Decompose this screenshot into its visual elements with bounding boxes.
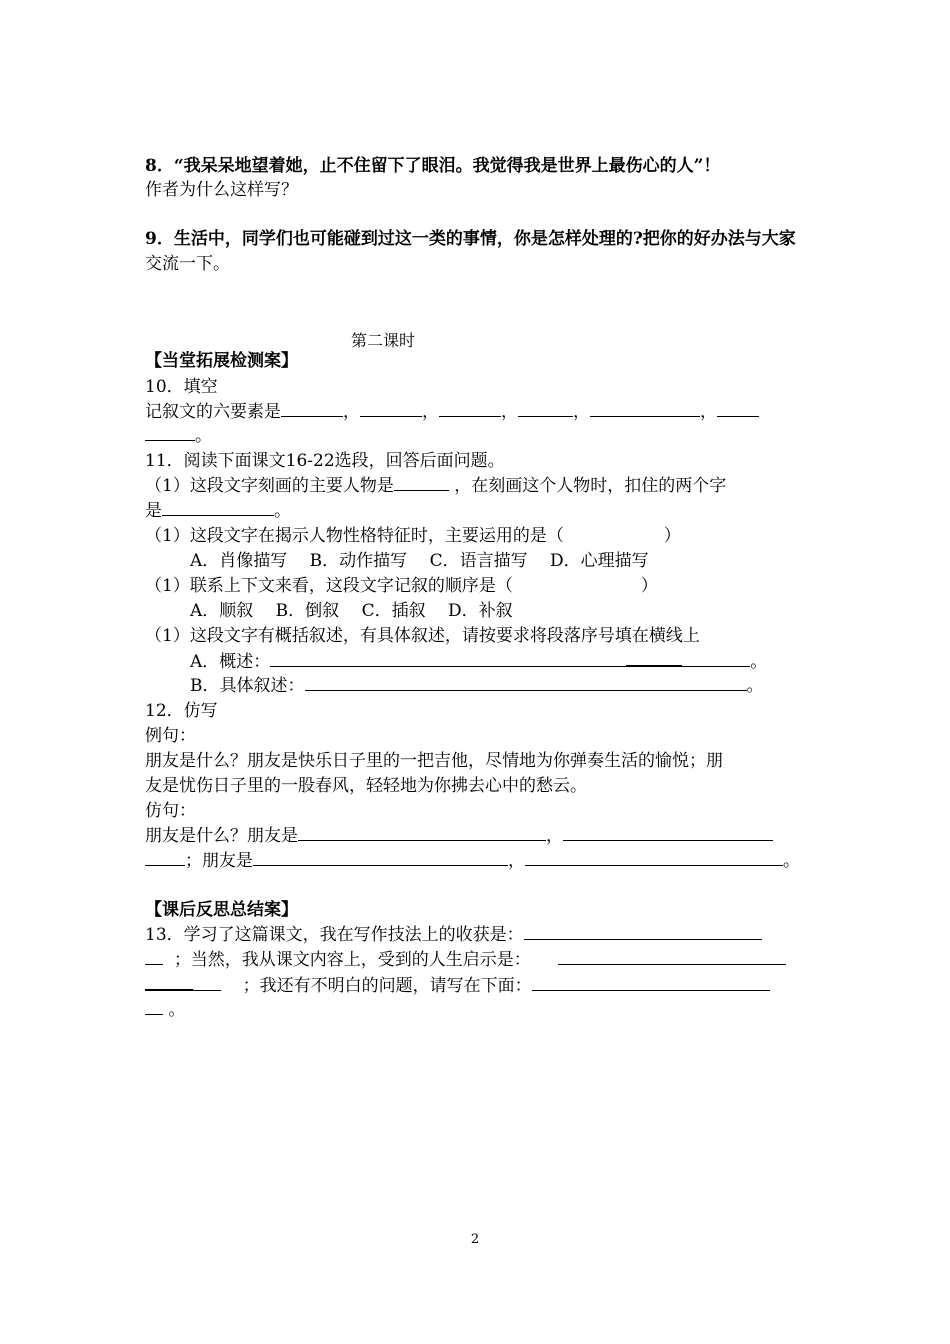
q12-blank-1[interactable]	[298, 824, 546, 841]
q11-s4-b-label: B．具体叙述：	[190, 676, 305, 696]
q13-line2	[145, 948, 786, 972]
q13-text-3: ；我还有不明白的问题，请写在下面：	[242, 976, 532, 996]
q10-blank-3[interactable]	[439, 400, 501, 417]
comma: ，	[422, 402, 439, 422]
q10-blank-6-cont[interactable]	[145, 424, 195, 441]
q11-s4-b-line	[190, 674, 764, 698]
period: 。	[274, 501, 291, 521]
q13-line4	[145, 998, 185, 1022]
q13-blank-1[interactable]	[524, 923, 762, 940]
q11-s4-a-label: A．概述：	[190, 652, 271, 672]
q12-blank-2-cont[interactable]	[145, 849, 185, 866]
q11-title: 11．阅读下面课文16-22选段，回答后面问题。	[145, 451, 505, 471]
section-heading-classroom-test: 【当堂拓展检测案】	[145, 351, 298, 371]
q12-title: 12．仿写	[145, 701, 218, 721]
lesson-title: 第二课时	[351, 331, 416, 350]
q13-blank-3-cont[interactable]	[145, 998, 163, 1015]
q12-mid-text: ；朋友是	[185, 851, 253, 871]
q11-s1-line1	[145, 474, 726, 498]
section-heading-reflection: 【课后反思总结案】	[145, 900, 298, 920]
q10-fill-line	[145, 400, 759, 424]
comma: ，	[700, 402, 717, 422]
q11-s1-blank-person[interactable]	[394, 474, 449, 491]
q11-s4-a-blank-2[interactable]	[626, 649, 682, 667]
q10-blank-6[interactable]	[717, 400, 759, 417]
q11-s3-options: A．顺叙 B．倒叙 C．插叙 D．补叙	[190, 601, 513, 621]
q10-blank-2[interactable]	[360, 400, 422, 417]
q11-s4-line: （1）这段文字有概括叙述，有具体叙述，请按要求将段落序号填在横线上	[145, 626, 700, 646]
q10-blank-4[interactable]	[518, 400, 573, 417]
comma: ，	[501, 402, 518, 422]
q13-blank-3[interactable]	[532, 974, 770, 991]
close-paren: ）	[640, 576, 658, 596]
q12-imitate-label: 仿句：	[145, 801, 196, 821]
period: 。	[168, 1000, 186, 1020]
page-number: 2	[470, 1232, 480, 1247]
q9-line2: 交流一下。	[145, 254, 230, 274]
q13-text-1: 13．学习了这篇课文，我在写作技法上的收获是：	[145, 925, 524, 945]
period: 。	[195, 426, 212, 446]
comma: ，	[508, 851, 525, 871]
q9-line1: 9．生活中，同学们也可能碰到过这一类的事情，你是怎样处理的?把你的好办法与大家	[145, 229, 796, 249]
q11-s2-text: （1）这段文字在揭示人物性格特征时，主要运用的是（	[145, 526, 564, 546]
comma: ，	[546, 826, 563, 846]
q11-s3-text: （1）联系上下文来看，这段文字记叙的顺序是（	[145, 576, 513, 596]
q12-blank-4[interactable]	[525, 849, 783, 866]
q12-example-line2: 友是忧伤日子里的一股春风，轻轻地为你拂去心中的愁云。	[145, 776, 587, 796]
q11-s4-a-blank-1[interactable]	[270, 650, 626, 667]
q11-s4-a-blank-3[interactable]	[682, 650, 750, 667]
q12-example-label: 例句：	[145, 726, 196, 746]
q13-blank-1-cont[interactable]	[145, 948, 163, 965]
period: 。	[750, 652, 768, 672]
q10-blank-1[interactable]	[281, 400, 343, 417]
q8-line1: 8．“我呆呆地望着她，止不住留下了眼泪。我觉得我是世界上最伤心的人”！	[145, 156, 721, 176]
period: 。	[746, 676, 764, 696]
q13-line3	[145, 973, 770, 998]
q13-blank-2-cont-b[interactable]	[193, 974, 221, 991]
q10-title: 10．填空	[145, 377, 218, 397]
q13-line1	[145, 923, 762, 947]
q13-blank-2[interactable]	[558, 948, 786, 965]
period: 。	[783, 851, 800, 871]
q11-s3-line	[145, 574, 658, 598]
q11-s1-text-a: （1）这段文字刻画的主要人物是	[145, 476, 394, 496]
q11-s2-options: A．肖像描写 B．动作描写 C．语言描写 D．心理描写	[190, 551, 649, 571]
q10-prompt: 记叙文的六要素是	[145, 402, 281, 422]
q12-example-line1: 朋友是什么？朋友是快乐日子里的一把吉他，尽情地为你弹奏生活的愉悦；朋	[145, 751, 723, 771]
q12-imitate-text: 朋友是什么？朋友是	[145, 826, 298, 846]
comma: ，	[343, 402, 360, 422]
q12-imitate-line1	[145, 824, 773, 848]
q13-text-2: ；当然，我从课文内容上，受到的人生启示是：	[173, 950, 531, 970]
q11-s4-b-blank[interactable]	[305, 674, 747, 691]
q12-blank-2[interactable]	[563, 824, 773, 841]
q11-s4-a-line	[190, 649, 767, 674]
q11-s1-line2	[145, 499, 291, 523]
q8-line2: 作者为什么这样写？	[145, 180, 298, 200]
close-paren: ）	[663, 526, 681, 546]
q12-blank-3[interactable]	[253, 849, 508, 866]
q11-s1-text-b: ，在刻画这个人物时，扣住的两个字	[454, 476, 727, 496]
q12-imitate-line2	[145, 849, 800, 873]
comma: ，	[573, 402, 590, 422]
q10-fill-line-2	[145, 424, 212, 448]
q11-s1-blank-chars[interactable]	[162, 499, 274, 516]
q11-s2-line	[145, 524, 681, 548]
q13-blank-2-cont-a[interactable]	[145, 973, 193, 991]
q11-s1-text-c: 是	[145, 501, 162, 521]
q10-blank-5[interactable]	[590, 400, 700, 417]
